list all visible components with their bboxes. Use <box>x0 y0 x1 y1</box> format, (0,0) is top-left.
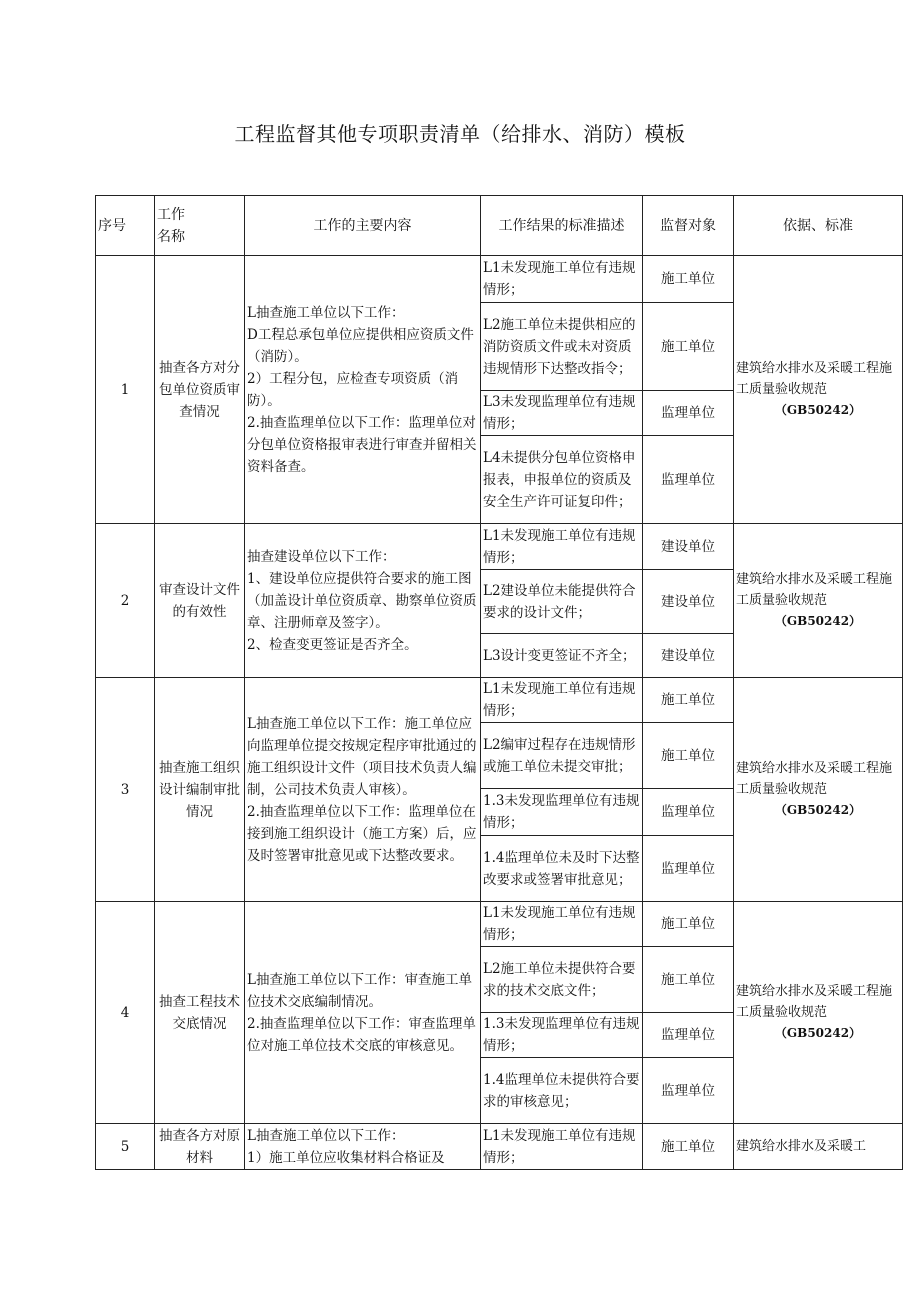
header-index: 序号 <box>96 196 155 256</box>
row-name: 抽查施工组织设计编制审批情况 <box>155 678 245 902</box>
document-title: 工程监督其他专项职责清单（给排水、消防）模板 <box>234 122 686 146</box>
result-target: 监理单位 <box>643 391 734 436</box>
header-target: 监督对象 <box>643 196 734 256</box>
row-index: 4 <box>96 902 155 1124</box>
basis-code: （GB50242） <box>774 614 862 628</box>
result-text: L1未发现施工单位有违规情形； <box>481 902 643 947</box>
row-name: 抽查各方对分包单位资质审查情况 <box>155 256 245 524</box>
row-content: 抽查建设单位以下工作： 1、建设单位应提供符合要求的施工图（加盖设计单位资质章、勘察单位资质章、注册师章及签字）。 2、检查变更签证是否齐全。 <box>245 524 481 678</box>
table-row <box>96 678 903 723</box>
row-content: L抽查施工单位以下工作： 1）施工单位应收集材料合格证及 <box>245 1124 481 1170</box>
result-target: 监理单位 <box>643 436 734 524</box>
basis-code: （GB50242） <box>774 403 862 417</box>
row-basis <box>734 1124 903 1170</box>
row-index: 5 <box>96 1124 155 1170</box>
row-index: 1 <box>96 256 155 524</box>
header-row <box>96 196 903 256</box>
row-content: L抽查施工单位以下工作：施工单位应向监理单位提交按规定程序审批通过的施工组织设计文件（项目技术负责人编制，公司技术负责人审核）。 2.抽查监理单位以下工作：监理单位在接到施工组织设计（施工方案）后，应及时签署审批意见或下达整改要求。 <box>245 678 481 902</box>
result-target: 监理单位 <box>643 789 734 836</box>
basis-text: 建筑给水排水及采暖工程施工质量验收规范 <box>736 572 893 608</box>
result-text: L2施工单位未提供符合要求的技术交底文件； <box>481 947 643 1013</box>
result-target: 监理单位 <box>643 1013 734 1058</box>
table-row <box>96 1124 903 1170</box>
row-content: L抽查施工单位以下工作：审查施工单位技术交底编制情况。 2.抽查监理单位以下工作：审查监理单位对施工单位技术交底的审核意见。 <box>245 902 481 1124</box>
result-text: 1.3未发现监理单位有违规情形； <box>481 789 643 836</box>
table-row <box>96 524 903 570</box>
result-target: 建设单位 <box>643 570 734 634</box>
header-name: 工作 名称 <box>155 196 245 256</box>
header-basis: 依据、标准 <box>734 196 903 256</box>
row-name: 抽查各方对原材料 <box>155 1124 245 1170</box>
header-result: 工作结果的标准描述 <box>481 196 643 256</box>
row-index: 3 <box>96 678 155 902</box>
row-index: 2 <box>96 524 155 678</box>
result-text: 1.4监理单位未提供符合要求的审核意见； <box>481 1058 643 1124</box>
result-text: L1未发现施工单位有违规情形； <box>481 1124 643 1170</box>
result-text: L1未发现施工单位有违规情形； <box>481 256 643 303</box>
result-text: L2施工单位未提供相应的消防资质文件或未对资质违规情形下达整改指令； <box>481 303 643 391</box>
result-target: 建设单位 <box>643 524 734 570</box>
result-target: 监理单位 <box>643 836 734 902</box>
basis-text: 建筑给水排水及采暖工程施工质量验收规范 <box>736 984 893 1020</box>
result-text: L3未发现监理单位有违规情形； <box>481 391 643 436</box>
basis-code: （GB50242） <box>774 1026 862 1040</box>
table-row <box>96 902 903 947</box>
basis-text: 建筑给水排水及采暖工程施工质量验收规范 <box>736 361 893 397</box>
row-basis <box>734 678 903 902</box>
result-target: 施工单位 <box>643 303 734 391</box>
basis-text: 建筑给水排水及采暖工程施工质量验收规范 <box>736 761 893 797</box>
result-target: 施工单位 <box>643 256 734 303</box>
result-text: L2建设单位未能提供符合要求的设计文件； <box>481 570 643 634</box>
result-target: 施工单位 <box>643 678 734 723</box>
result-target: 监理单位 <box>643 1058 734 1124</box>
duty-table <box>95 195 903 1170</box>
result-target: 施工单位 <box>643 902 734 947</box>
result-target: 施工单位 <box>643 1124 734 1170</box>
row-name: 审查设计文件的有效性 <box>155 524 245 678</box>
row-content: L抽查施工单位以下工作： D工程总承包单位应提供相应资质文件（消防）。 2）工程分包，应检查专项资质（消防）。 2.抽查监理单位以下工作：监理单位对分包单位资格报审表进行审查并留相关资料备查。 <box>245 256 481 524</box>
result-text: 1.3未发现监理单位有违规情形； <box>481 1013 643 1058</box>
result-text: L2编审过程存在违规情形或施工单位未提交审批； <box>481 723 643 789</box>
result-text: L4未提供分包单位资格申报表，申报单位的资质及安全生产许可证复印件； <box>481 436 643 524</box>
row-name: 抽查工程技术交底情况 <box>155 902 245 1124</box>
result-text: 1.4监理单位未及时下达整改要求或签署审批意见； <box>481 836 643 902</box>
header-content: 工作的主要内容 <box>245 196 481 256</box>
result-text: L3设计变更签证不齐全； <box>481 634 643 678</box>
row-basis <box>734 902 903 1124</box>
row-basis <box>734 524 903 678</box>
result-target: 建设单位 <box>643 634 734 678</box>
basis-text: 建筑给水排水及采暖工 <box>736 1139 867 1154</box>
result-text: L1未发现施工单位有违规情形； <box>481 678 643 723</box>
row-basis <box>734 256 903 524</box>
result-target: 施工单位 <box>643 947 734 1013</box>
result-text: L1未发现施工单位有违规情形； <box>481 524 643 570</box>
result-target: 施工单位 <box>643 723 734 789</box>
basis-code: （GB50242） <box>774 803 862 817</box>
table-row <box>96 256 903 303</box>
